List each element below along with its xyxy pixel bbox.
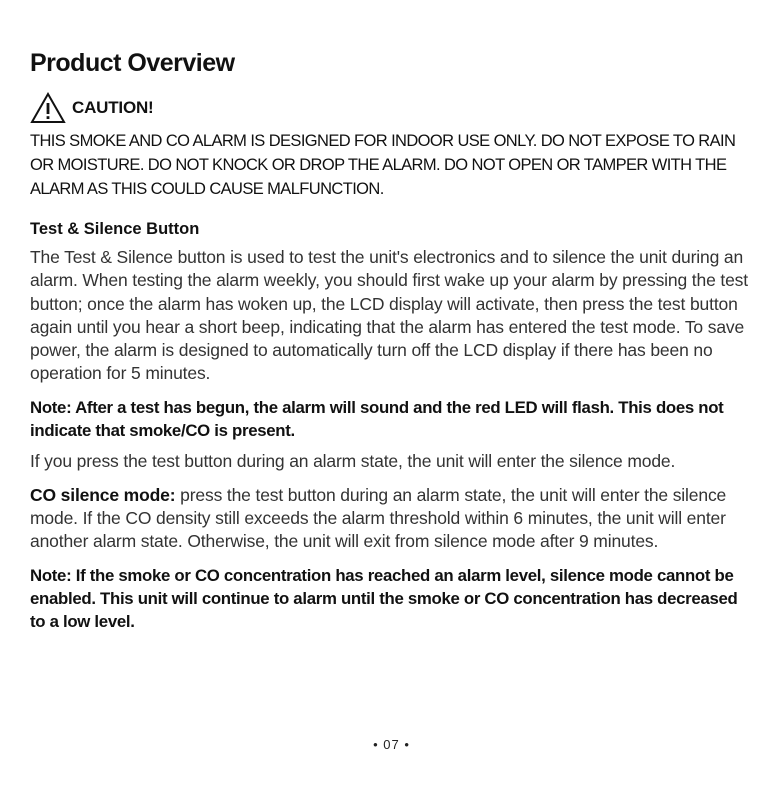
co-silence-paragraph	[30, 484, 756, 554]
page-number: • 07 •	[373, 737, 410, 752]
concentration-note: Note: If the smoke or CO concentration has reached an alarm level, silence mode cannot be enabled. This unit will continue to alarm until the smoke or CO concentration has decreased to a low level.	[30, 565, 738, 632]
page-title: Product Overview	[30, 49, 235, 77]
co-silence-lead: CO silence mode:	[30, 484, 176, 505]
caution-text: THIS SMOKE AND CO ALARM IS DESIGNED FOR INDOOR USE ONLY. DO NOT EXPOSE TO RAIN OR MOISTURE. DO NOT KNOCK OR DROP THE ALARM. DO NOT OPEN OR TAMPER WITH THE ALARM AS THIS COULD CAUSE MALFUNCTION.	[30, 132, 736, 198]
caution-label: CAUTION!	[72, 98, 154, 117]
caution-header	[30, 91, 756, 125]
test-silence-paragraph: The Test & Silence button is used to test the unit's electronics and to silence the unit during an alarm. When testing the alarm weekly, you should first wake up your alarm by pressing the test button; once the alarm has woken up, the LCD display will activate, then press the test button again until you hear a short beep, indicating that the alarm has entered the test mode. To save power, the alarm is designed to automatically turn off the LCD display if there has been no operation for 5 minutes.	[30, 247, 748, 384]
warning-triangle-icon	[30, 92, 66, 124]
test-note: Note: After a test has begun, the alarm will sound and the red LED will flash. This does not indicate that smoke/CO is present.	[30, 397, 724, 441]
document-page	[30, 47, 756, 641]
co-silence-text: press the test button during an alarm state, the unit will enter the silence mode. If the CO density still exceeds the alarm threshold within 6 minutes, the unit will enter another alarm state. Otherwise, the unit will exit from silence mode after 9 minutes.	[30, 484, 727, 552]
section-heading-test-silence: Test & Silence Button	[30, 220, 200, 238]
silence-mode-paragraph: If you press the test button during an alarm state, the unit will enter the silence mode.	[30, 451, 676, 472]
